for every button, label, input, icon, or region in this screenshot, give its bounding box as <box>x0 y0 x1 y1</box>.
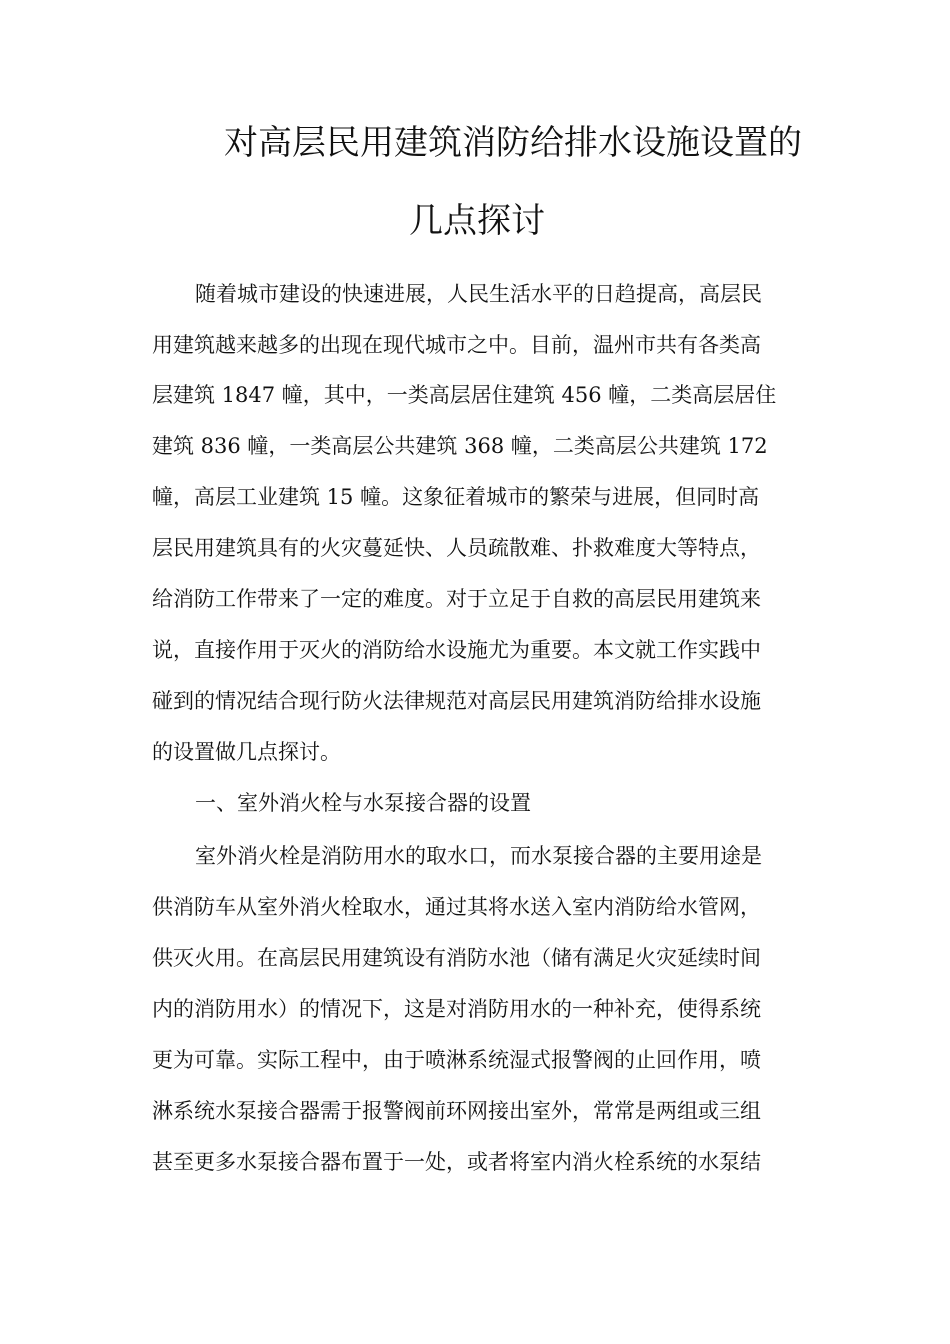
paragraph-line: 供消防车从室外消火栓取水，通过其将水送入室内消防给水管网， <box>152 895 761 919</box>
paragraph-line: 更为可靠。实际工程中，由于喷淋系统湿式报警阀的止回作用，喷 <box>152 1048 761 1072</box>
paragraph-line: 甚至更多水泵接合器布置于一处，或者将室内消火栓系统的水泵结 <box>152 1150 761 1174</box>
paragraph-line: 的设置做几点探讨。 <box>152 740 341 764</box>
paragraph-line: 随着城市建设的快速进展，人民生活水平的日趋提高，高层民 <box>195 282 762 306</box>
paragraph-line: 幢，高层工业建筑 15 幢。这象征着城市的繁荣与进展，但同时高 <box>152 485 760 509</box>
section-heading: 一、室外消火栓与水泵接合器的设置 <box>195 791 531 815</box>
paragraph-line: 给消防工作带来了一定的难度。对于立足于自救的高层民用建筑来 <box>152 587 761 611</box>
paragraph-line: 用建筑越来越多的出现在现代城市之中。目前，温州市共有各类高 <box>152 333 761 357</box>
document-title-line-1: 对高层民用建筑消防给排水设施设置的 <box>224 123 802 163</box>
document-title-line-2: 几点探讨 <box>409 201 545 241</box>
paragraph-line: 内的消防用水）的情况下，这是对消防用水的一种补充，使得系统 <box>152 997 761 1021</box>
paragraph-line: 淋系统水泵接合器需于报警阀前环网接出室外，常常是两组或三组 <box>152 1099 761 1123</box>
paragraph-line: 室外消火栓是消防用水的取水口，而水泵接合器的主要用途是 <box>195 844 762 868</box>
paragraph-line: 层民用建筑具有的火灾蔓延快、人员疏散难、扑救难度大等特点， <box>152 536 761 560</box>
paragraph-line: 供灭火用。在高层民用建筑设有消防水池（储有满足火灾延续时间 <box>152 946 761 970</box>
paragraph-line: 层建筑 1847 幢，其中，一类高层居住建筑 456 幢，二类高层居住 <box>152 383 777 407</box>
paragraph-line: 碰到的情况结合现行防火法律规范对高层民用建筑消防给排水设施 <box>152 689 761 713</box>
paragraph-line: 建筑 836 幢，一类高层公共建筑 368 幢，二类高层公共建筑 172 <box>152 434 768 458</box>
paragraph-line: 说，直接作用于灭火的消防给水设施尤为重要。本文就工作实践中 <box>152 638 761 662</box>
